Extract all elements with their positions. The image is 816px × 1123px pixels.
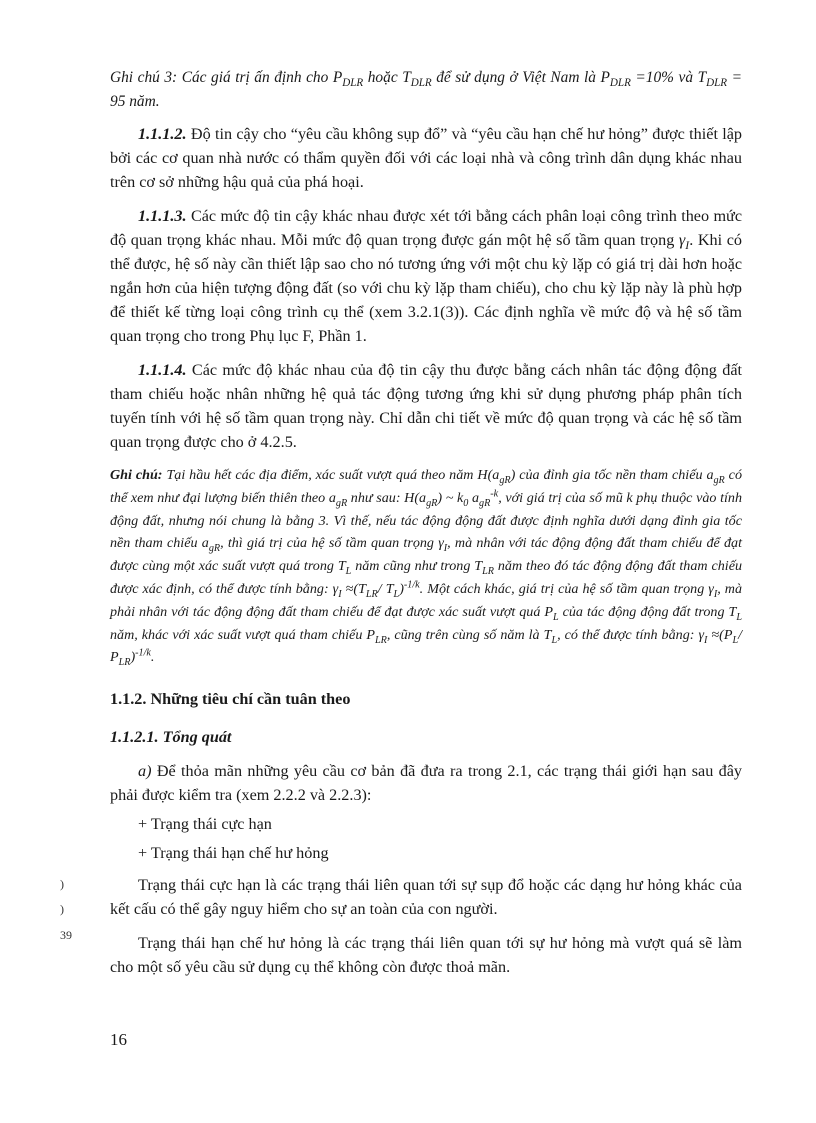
note-3-label: Ghi chú 3:: [110, 69, 178, 86]
paragraph-ultimate-state: Trạng thái cực hạn là các trạng thái liên quan tới sự sụp đổ hoặc các dạng hư hỏng khác của kết cấu có thể gây nguy hiểm cho sự an toàn của con người.: [110, 876, 742, 919]
list-item-ultimate: + Trạng thái cực hạn: [138, 815, 272, 834]
paragraph-damage-state: Trạng thái hạn chế hư hỏng là các trạng thái liên quan tới sự hư hỏng mà vượt quá sẽ làm cho một số yêu cầu sử dụng cụ thể không còn được thoả mãn.: [110, 934, 742, 977]
note-general: Ghi chú: Tại hầu hết các địa điểm, xác suất vượt quá theo năm $H(a_{gR})$ của đỉnh gia tốc nền tham chiếu $a_{gR}$ có thể xem như đại lượng biến thiên theo $a_{gR}$ như sau: $H(a_{gR})$ ~ $k_0$ $a_{gR}^{-k}$, với giá trị của số mũ k phụ thuộc vào tính động đất, nhưng nói chung là bằng 3. Vì thế, nếu tác động động đất được định nghĩa dưới dạng đỉnh gia tốc nền tham chiếu $a_{gR}$, thì giá trị của hệ số tầm quan trọng $\gamma_I$, mà nhân với tác động động đất tham chiếu để đạt được cùng một xác suất vượt quá trong $T_L$ năm cũng như trong $T_{LR}$ năm theo đó tác động động đất tham chiếu được xác định, có thể được tính bằng: $\gamma_I \approx(T_{LR}/$ $T_L)^{-1/k}$. Một cách khác, giá trị của hệ số tầm quan trọng $\gamma_I$, mà phải nhân với tác động động đất tham chiếu để đạt được xác suất vượt quá $P_L$ của tác động động đất trong $T_L$ năm, khác với xác suất vượt quá tham chiếu $P_{LR}$, cũng trên cùng số năm là $T_L$, có thể được tính bằng: $\gamma_I \approx(P_L/$ $P_{LR})^{-1/k}$.: [110, 467, 742, 669]
page-content: [110, 66, 742, 979]
margin-mark: ): [60, 877, 64, 891]
margin-mark: ): [60, 902, 64, 916]
heading-1-1-2-1: 1.1.2.1. Tổng quát: [110, 728, 232, 747]
paragraph-1-1-1-2: 1.1.1.2. Độ tin cậy cho “yêu cầu không sụp đổ” và “yêu cầu hạn chế hư hỏng” được thiết lập bởi các cơ quan nhà nước có thẩm quyền đối với các loại nhà và công trình dân dụng khác nhau trên cơ sở những hậu quả của phá hoại.: [110, 125, 743, 191]
paragraph-1-1-1-4: 1.1.1.4. Các mức độ khác nhau của độ tin cậy thu được bằng cách nhân tác động động đất tham chiếu hoặc nhân những hệ quả tác động tương ứng khi sử dụng phương pháp phân tích tuyến tính với hệ số tầm quan trọng này. Chỉ dẫn chi tiết về mức độ quan trọng và các hệ số tầm quan trọng được cho ở 4.2.5.: [110, 361, 743, 451]
paragraph-a: a) Để thỏa mãn những yêu cầu cơ bản đã đưa ra trong 2.1, các trạng thái giới hạn sau đây phải được kiểm tra (xem 2.2.2 và 2.2.3):: [110, 762, 742, 805]
section-number: 1.1.1.2.: [138, 125, 187, 143]
section-number: 1.1.1.3.: [138, 207, 187, 225]
margin-mark: 39: [60, 928, 72, 942]
list-item-damage: + Trạng thái hạn chế hư hỏng: [138, 844, 329, 863]
note-label: Ghi chú:: [110, 467, 163, 483]
section-number: 1.1.1.4.: [138, 361, 187, 379]
page-number: 16: [110, 1030, 127, 1049]
paragraph-1-1-1-3: 1.1.1.3. Các mức độ tin cậy khác nhau được xét tới bằng cách phân loại công trình theo mức độ quan trọng khác nhau. Mỗi mức độ quan trọng được gán một hệ số tầm quan trọng $\gamma_I$. Khi có thể được, hệ số này cần thiết lập sao cho nó tương ứng với một chu kỳ lặp có giá trị dài hơn hoặc ngắn hơn của hiện tượng động đất (so với chu kỳ lặp tham chiếu), cho chu kỳ lặp này là phù hợp để thiết kế từng loại công trình cụ thể (xem 3.2.1(3)). Các định nghĩa về mức độ và hệ số tầm quan trọng cho trong Phụ lục F, Phần 1.: [110, 207, 743, 345]
note-3: Ghi chú 3: Các giá trị ấn định cho $P_{DLR}$ hoặc $T_{DLR}$ để sử dụng ở Việt Nam là $P_{DLR} =10\%$ và $T_{DLR} = 95$ năm.: [110, 69, 742, 110]
heading-1-1-2: 1.1.2. Những tiêu chí cần tuân theo: [110, 690, 351, 709]
